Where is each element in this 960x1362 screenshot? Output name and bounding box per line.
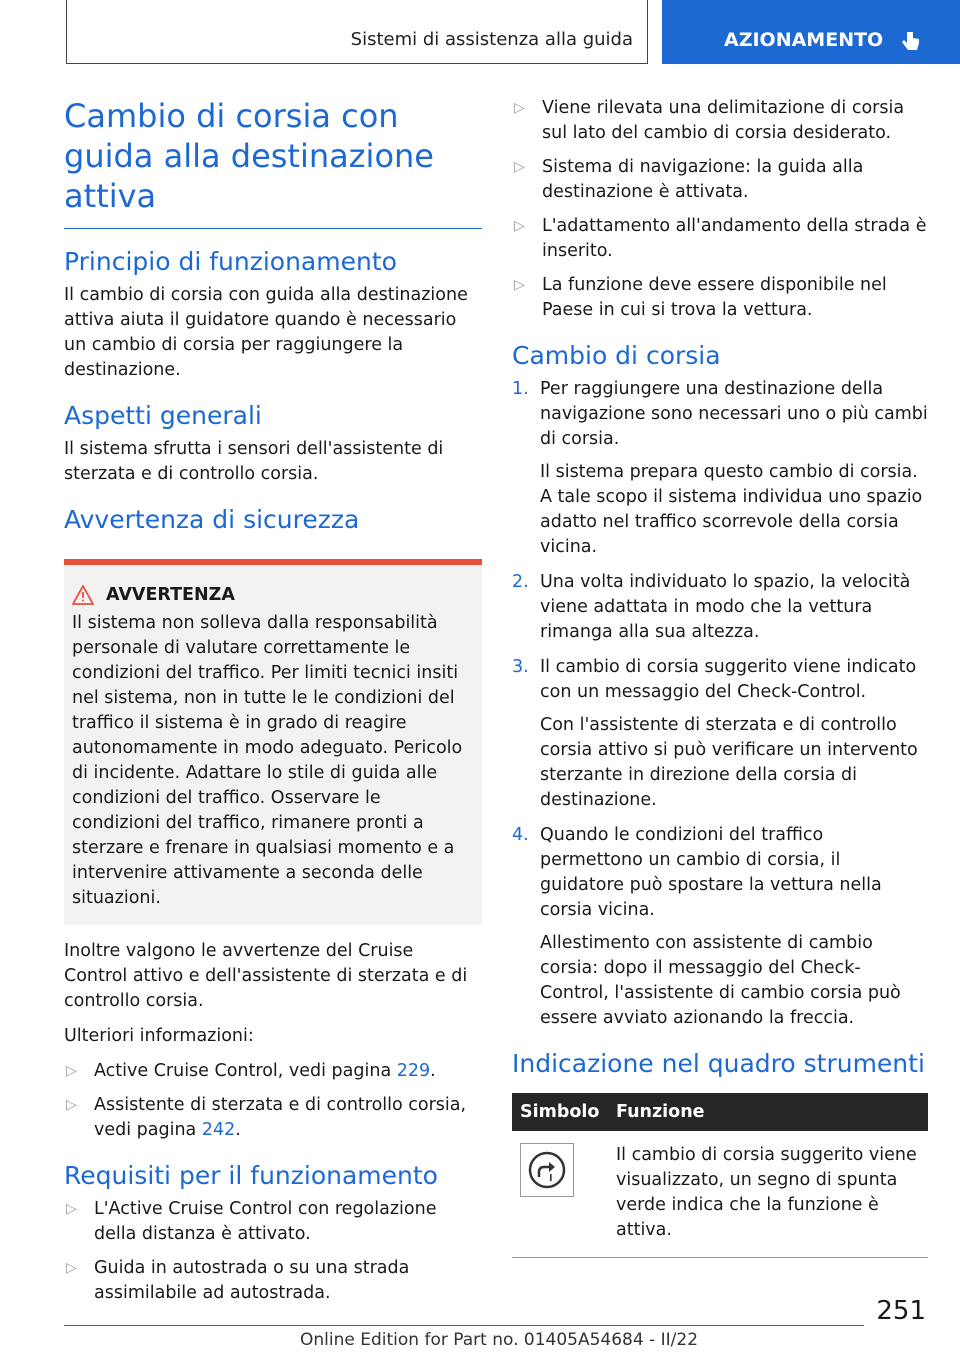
- triangle-bullet-icon: ▷: [66, 1201, 77, 1217]
- list-item: ▷ Guida in autostrada o su una strada assimilabile ad autostrada.: [66, 1258, 410, 1303]
- chapter-title-text: AZIONAMENTO: [724, 29, 884, 51]
- warning-title-text: AVVERTENZA: [106, 585, 235, 605]
- lane-change-check-icon: [527, 1150, 567, 1190]
- text-general: Il sistema sfrutta i sensori dell'assistente di sterzata e di controllo corsia.: [64, 439, 444, 484]
- step-item: 4. Quando le condizioni del traffico permettono un cambio di corsia, il guidatore può spostare la vettura nella corsia vicina. Allestimento con assistente di cambio corsia: dopo il messaggio del Check-Control, l'assistente di cambio corsia può essere avviato azionando la freccia.: [512, 825, 901, 1028]
- page-link-229[interactable]: 229: [396, 1061, 431, 1081]
- triangle-bullet-icon: ▷: [66, 1063, 77, 1079]
- triangle-bullet-icon: ▷: [66, 1097, 77, 1113]
- page-title: Cambio di corsia con guida alla destinazione attiva: [64, 96, 482, 229]
- list-item: ▷ Active Cruise Control, vedi pagina 229.: [64, 1059, 482, 1084]
- step-item: 3. Il cambio di corsia suggerito viene indicato con un messaggio del Check-Control. Con l'assistente di sterzata e di controllo corsia attivo si può verificare un intervento sterzante in direzione della corsia di destinazione.: [512, 657, 918, 810]
- list-item: ▷ L'adattamento all'andamento della strada è inserito.: [514, 216, 927, 261]
- heading-requirements: Requisiti per il funzionamento: [64, 1161, 438, 1190]
- heading-lane-change: Cambio di corsia: [512, 341, 721, 370]
- header-section-title: [66, 0, 648, 64]
- footer-edition: Online Edition for Part no. 01405A54684 - II/22: [300, 1330, 699, 1350]
- heading-safety: Avvertenza di sicurezza: [64, 505, 360, 534]
- triangle-bullet-icon: ▷: [514, 100, 525, 116]
- heading-general: Aspetti generali: [64, 401, 262, 430]
- triangle-bullet-icon: ▷: [66, 1260, 77, 1276]
- warning-triangle-icon: [72, 585, 94, 605]
- column-header-symbol: Simbolo: [512, 1093, 608, 1131]
- step-item: 2. Una volta individuato lo spazio, la velocità viene adattata in modo che la vettura rimanga alla sua altezza.: [512, 572, 911, 642]
- triangle-bullet-icon: ▷: [514, 159, 525, 175]
- right-column: [512, 96, 928, 1258]
- list-item: ▷ Assistente di sterzata e di controllo corsia, vedi pagina 242.: [66, 1095, 467, 1140]
- list-item: ▷ La funzione deve essere disponibile nel Paese in cui si trova la vettura.: [514, 275, 887, 320]
- hand-pointer-icon: [900, 30, 922, 54]
- footer-divider: [64, 1325, 864, 1326]
- reference-list: [64, 1059, 482, 1143]
- table-row: [512, 1131, 928, 1258]
- warning-text: Il sistema non solleva dalla responsabilità personale di valutare correttamente le condizioni del traffico. Per limiti tecnici insiti nel sistema, non in tutte le le condizioni del traffico il sistema è in grado di reagire autonomamente in modo adeguato. Pericolo di incidente. Adattare lo stile di guida alle condizioni del traffico. Osservare le condizioni del traffico, rimanere pronti a sterzare e frenare in qualsiasi momento e a intervenire attivamente a seconda delle situazioni.: [72, 613, 463, 908]
- text-more-info: Ulteriori informazioni:: [64, 1026, 254, 1046]
- triangle-bullet-icon: ▷: [514, 218, 525, 234]
- steps-list: [512, 377, 928, 1031]
- column-header-function: Funzione: [608, 1093, 928, 1131]
- function-cell: Il cambio di corsia suggerito viene visualizzato, un segno di spunta verde indica che la funzione è attiva.: [616, 1145, 917, 1240]
- header-chapter: [662, 0, 960, 64]
- requirements-list-left: [64, 1197, 482, 1306]
- text-also-valid: Inoltre valgono le avvertenze del Cruise Control attivo e dell'assistente di sterzata e di controllo corsia.: [64, 941, 468, 1011]
- page-link-242[interactable]: 242: [201, 1120, 236, 1140]
- list-item: ▷ Sistema di navigazione: la guida alla destinazione è attivata.: [514, 157, 864, 202]
- page-number: 251: [876, 1296, 926, 1326]
- symbol-table: [512, 1093, 928, 1258]
- warning-title: [72, 583, 474, 607]
- requirements-list-right: [512, 96, 928, 323]
- heading-principle: Principio di funzionamento: [64, 247, 397, 276]
- symbol-cell: [520, 1143, 574, 1197]
- heading-display: Indicazione nel quadro strumenti: [512, 1049, 925, 1078]
- list-item: ▷ Viene rilevata una delimitazione di corsia sul lato del cambio di corsia desiderato.: [514, 98, 905, 143]
- left-column: [64, 96, 482, 1315]
- section-title-text: Sistemi di assistenza alla guida: [350, 29, 633, 50]
- step-item: 1. Per raggiungere una destinazione della navigazione sono necessari uno o più cambi di corsia. Il sistema prepara questo cambio di corsia. A tale scopo il sistema individua uno spazio adatto nel traffico scorrevole della corsia vicina.: [512, 379, 928, 557]
- warning-box: [64, 559, 482, 925]
- list-item: ▷ L'Active Cruise Control con regolazione della distanza è attivato.: [66, 1199, 437, 1244]
- triangle-bullet-icon: ▷: [514, 277, 525, 293]
- text-principle: Il cambio di corsia con guida alla destinazione attiva aiuta il guidatore quando è necessario un cambio di corsia per raggiungere la destinazione.: [64, 285, 468, 380]
